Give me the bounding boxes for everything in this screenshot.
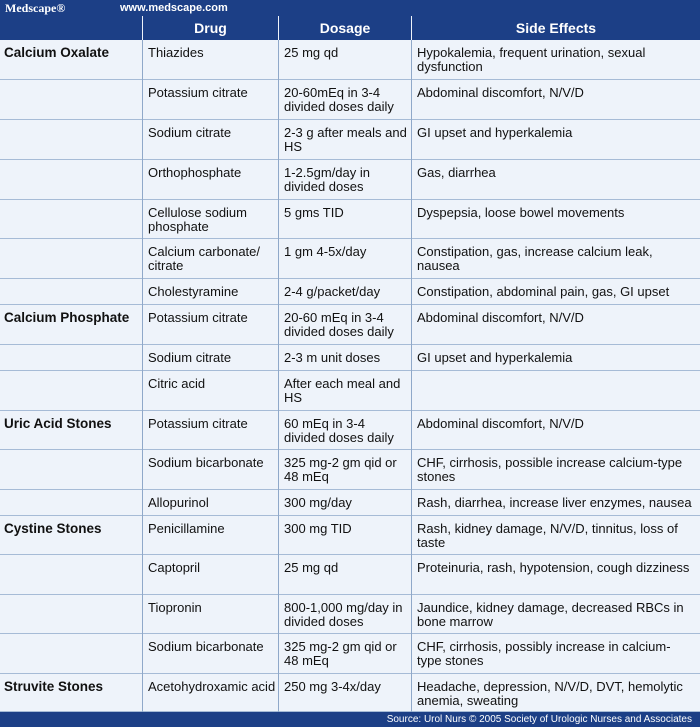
- side-effects-cell: Dyspepsia, loose bowel movements: [417, 205, 625, 220]
- table-row: [0, 305, 700, 345]
- top-banner: [0, 0, 700, 16]
- table-row: [0, 555, 700, 595]
- column-divider: [411, 40, 412, 712]
- table-row: [0, 371, 700, 411]
- drug-cell: Sodium citrate: [148, 350, 232, 365]
- table-row: [0, 595, 700, 634]
- side-effects-cell: Hypokalemia, frequent urination, sexual dysfunction: [417, 45, 646, 74]
- dosage-cell: 325 mg-2 gm qid or 48 mEq: [284, 639, 397, 668]
- header-dosage: Dosage: [279, 16, 411, 40]
- dosage-cell: 800-1,000 mg/day in divided doses: [284, 600, 403, 629]
- drug-cell: Citric acid: [148, 376, 206, 391]
- table-row: [0, 239, 700, 279]
- side-effects-cell: Proteinuria, rash, hypotension, cough dizziness: [417, 560, 690, 575]
- drug-cell: Acetohydroxamic acid: [148, 679, 276, 694]
- side-effects-cell: Abdominal discomfort, N/V/D: [417, 85, 584, 100]
- table-row: [0, 450, 700, 490]
- side-effects-cell: CHF, cirrhosis, possible increase calcium-type stones: [417, 455, 683, 484]
- stone-type-cell: Calcium Phosphate: [4, 310, 130, 325]
- table-row: [0, 634, 700, 674]
- side-effects-cell: GI upset and hyperkalemia: [417, 125, 573, 140]
- dosage-cell: 20-60mEq in 3-4 divided doses daily: [284, 85, 394, 114]
- side-effects-cell: Jaundice, kidney damage, decreased RBCs in bone marrow: [417, 600, 684, 629]
- dosage-cell: 300 mg/day: [284, 495, 352, 510]
- drug-cell: Allopurinol: [148, 495, 209, 510]
- table-row: [0, 200, 700, 239]
- dosage-cell: 300 mg TID: [284, 521, 352, 536]
- dosage-cell: 2-4 g/packet/day: [284, 284, 381, 299]
- dosage-cell: 1-2.5gm/day in divided doses: [284, 165, 370, 194]
- table-row: [0, 120, 700, 160]
- site-url[interactable]: www.medscape.com: [120, 2, 228, 14]
- dosage-cell: 325 mg-2 gm qid or 48 mEq: [284, 455, 397, 484]
- table-row: [0, 516, 700, 555]
- drug-cell: Potassium citrate: [148, 416, 248, 431]
- stone-type-cell: Struvite Stones: [4, 679, 104, 694]
- dosage-cell: 25 mg qd: [284, 560, 339, 575]
- drug-cell: Penicillamine: [148, 521, 225, 536]
- dosage-cell: 5 gms TID: [284, 205, 344, 220]
- table-row: [0, 40, 700, 80]
- table-row: [0, 160, 700, 200]
- dosage-cell: 20-60 mEq in 3-4 divided doses daily: [284, 310, 394, 339]
- side-effects-cell: CHF, cirrhosis, possibly increase in calcium-type stones: [417, 639, 671, 668]
- source-footer: [0, 712, 700, 727]
- stone-type-cell: Uric Acid Stones: [4, 416, 112, 431]
- drug-cell: Sodium citrate: [148, 125, 232, 140]
- drug-cell: Captopril: [148, 560, 201, 575]
- side-effects-cell: Gas, diarrhea: [417, 165, 496, 180]
- drug-cell: Orthophosphate: [148, 165, 242, 180]
- source-text: Source: Urol Nurs © 2005 Society of Urologic Nurses and Associates: [386, 714, 692, 725]
- side-effects-cell: Headache, depression, N/V/D, DVT, hemolytic anemia, sweating: [417, 679, 683, 708]
- side-effects-cell: Constipation, abdominal pain, gas, GI upset: [417, 284, 670, 299]
- dosage-cell: 60 mEq in 3-4 divided doses daily: [284, 416, 394, 445]
- drug-cell: Tiopronin: [148, 600, 202, 615]
- stone-type-cell: Cystine Stones: [4, 521, 102, 536]
- dosage-cell: After each meal and HS: [284, 376, 401, 405]
- table-row: [0, 674, 700, 712]
- medscape-logo: Medscape®: [5, 1, 66, 15]
- drug-cell: Potassium citrate: [148, 310, 248, 325]
- dosage-cell: 1 gm 4-5x/day: [284, 244, 367, 259]
- drug-cell: Sodium bicarbonate: [148, 455, 264, 470]
- header-category: [0, 16, 142, 40]
- dosage-cell: 25 mg qd: [284, 45, 339, 60]
- dosage-cell: 250 mg 3-4x/day: [284, 679, 381, 694]
- table-row: [0, 411, 700, 450]
- drug-cell: Cholestyramine: [148, 284, 239, 299]
- drug-cell: Thiazides: [148, 45, 204, 60]
- drug-cell: Sodium bicarbonate: [148, 639, 264, 654]
- dosage-cell: 2-3 g after meals and HS: [284, 125, 407, 154]
- side-effects-cell: Rash, kidney damage, N/V/D, tinnitus, loss of taste: [417, 521, 678, 550]
- table-row: [0, 345, 700, 371]
- stone-type-cell: Calcium Oxalate: [4, 45, 110, 60]
- side-effects-cell: Abdominal discomfort, N/V/D: [417, 310, 584, 325]
- drug-cell: Calcium carbonate/ citrate: [148, 244, 260, 273]
- header-side-effects: Side Effects: [412, 16, 700, 40]
- header-drug: Drug: [143, 16, 278, 40]
- dosage-cell: 2-3 m unit doses: [284, 350, 381, 365]
- column-divider: [278, 40, 279, 712]
- drug-cell: Cellulose sodium phosphate: [148, 205, 247, 234]
- side-effects-cell: GI upset and hyperkalemia: [417, 350, 573, 365]
- side-effects-cell: Constipation, gas, increase calcium leak, nausea: [417, 244, 653, 273]
- table-row: [0, 490, 700, 516]
- table-row: [0, 279, 700, 305]
- side-effects-cell: Abdominal discomfort, N/V/D: [417, 416, 584, 431]
- side-effects-cell: Rash, diarrhea, increase liver enzymes, nausea: [417, 495, 692, 510]
- drug-cell: Potassium citrate: [148, 85, 248, 100]
- table-row: [0, 80, 700, 120]
- column-divider: [142, 40, 143, 712]
